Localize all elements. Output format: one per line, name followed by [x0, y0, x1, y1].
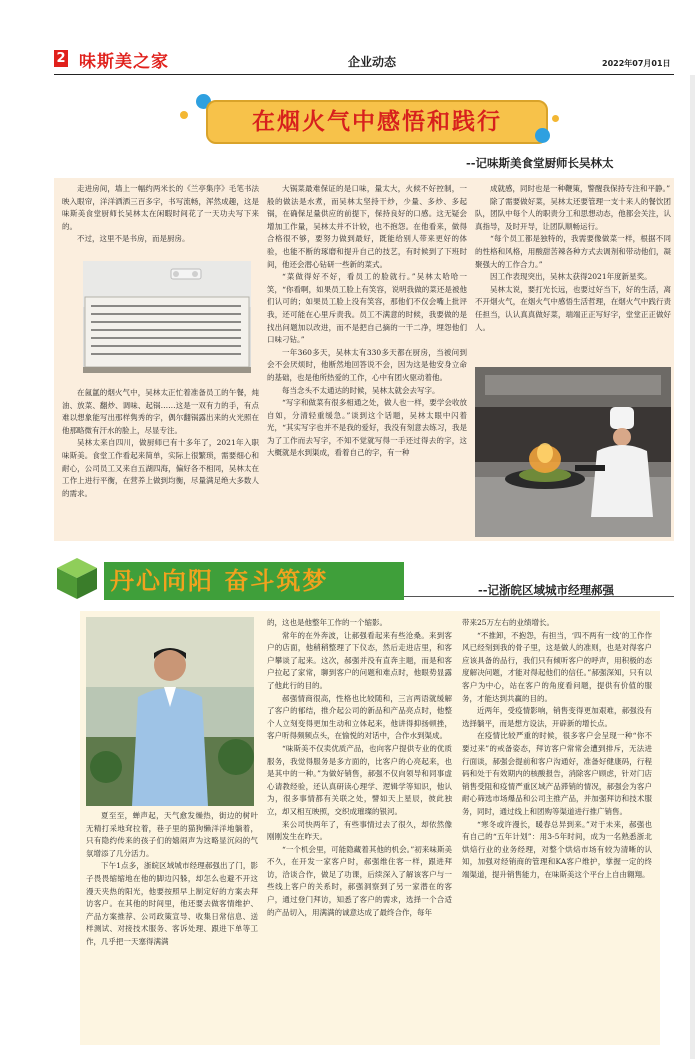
issue-date: 2022年07月01日: [602, 59, 671, 68]
page-edge-strip: [690, 75, 695, 1059]
paragraph: 来公司快两年了，有些事情过去了很久，却依然像刚刚发生在昨天。: [267, 819, 452, 842]
paragraph: 每当念头不太通达的时候，吴林太就会去写字。: [282, 385, 440, 395]
decor-dot: [535, 128, 550, 143]
article1-column-3: [475, 183, 671, 334]
article2-column-3: [462, 617, 652, 881]
paragraph: “寒冬或许漫长，暖春总异到来。”对于未来，郝强也有自己的“五年计划”：用3-5年时间，成为一名熟悉浙北烘焙行业的业务经理，对整个烘焙市场有较为清晰的认知，加强对经销商的管理和KA客户维护，掌握一定的终端渠道，提升销售能力，在味斯美这个平台上自由翱翔。: [462, 819, 652, 879]
paragraph: 郝强情商很高，性格也比较随和，三言两语就缓解了客户的郁结，推介起公司的新品和产品亮点时，他整个人立刻变得更加生动和立体起来，他讲得抑扬顿挫，客户听得频频点头，在愉悦的对话中，合作水到渠成。: [267, 693, 452, 741]
paragraph: 带来25万左右的业绩增长。: [462, 618, 555, 627]
page-number: 2: [54, 50, 68, 67]
paragraph: “味斯美不仅卖优质产品，也向客户提供专业的优质服务，我觉得服务是多方面的，比客户的心亮起来，也是其中的一种。”为做好销售，郝强不仅向领导和同事虚心请教经验，还认真研读心理学、逻辑学等知识，他认为，很多事情都有关联之处，譬如天上星辰，彼此独立，却又相互映照，交织成璀璨的银河。: [267, 743, 452, 816]
paragraph: “每个员工都是独特的，我需要像做菜一样，根据不同的性格和风格，用酸甜苦辣各种方式去调剂和带动他们，凝聚强大的工作合力。”: [475, 234, 671, 269]
article2-column-1: [86, 810, 258, 949]
paragraph: “菜做得好不好，看员工的脸就行。”吴林太哈哈一笑，“你看啊，如果员工脸上有笑容，说明我做的菜还是被他们认可的；如果员工脸上没有笑容，那他们不仅会嘴上批评我，还可能在心里斥责我。员工不满意的时候，我要做的是找出问题加以改进，而不是把自己摘的一干二净，埋怨他们口味刁钻。”: [267, 272, 467, 345]
kitchen-chef-photo: [475, 367, 671, 537]
section-title: 企业动态: [348, 55, 397, 69]
paragraph: 除了需要做好菜，吴林太还要管理一支十来人的餐饮团队，团队中每个人的职责分工和思想动态，他都会关注，认真指导，及时开导，让团队顺畅运行。: [475, 196, 671, 231]
calligraphy-photo: [83, 261, 251, 373]
article1-column-1: [62, 183, 259, 246]
article2-subtitle: --记浙皖区域城市经理郝强: [478, 583, 615, 597]
article2-column-2: [267, 617, 452, 919]
paragraph: 夏至至，蝉声起，天气愈发燥热，街边的树叶无精打采地耷拉着，巷子里的猫狗懒洋洋地躺着，只有隐约传来的孩子们的嬉闹声为这略显沉闷的气氛增添了几分活力。: [86, 811, 258, 858]
paragraph: “不推卸，不抱怨，有担当，‘四不两有一线’的工作作风已经刻到我的骨子里，这是做人的准则，也是对得客户应该具备的品行，我们只有倾听客户的呼声，用积极的态度解决问题，才能对得起他们的信任。”郝强深知，只有以客户为中心，站在客户的角度看问题，提供有价值的服务，才能达到共赢的目的。: [462, 630, 652, 703]
decor-dot: [180, 111, 188, 119]
cube-icon: [55, 556, 99, 600]
paragraph: 在氤氲的烟火气中，吴林太正忙着准备员工的午餐，炖油、放菜、翻炒、调味、起锅……这是一双有力的手，有点难以想象能写出那样隽秀的字，偶尔翻锅露出来的火光照在他那略微有汗水的脸上，尽显专注。: [62, 388, 259, 435]
article1-subtitle: --记味斯美食堂厨师长吴林太: [466, 156, 614, 170]
article2-title: 丹心向阳 奋斗筑梦: [110, 567, 329, 595]
paragraph: 吴林太说，要打光长远，也要过好当下，好的生活，离不开烟火气，在烟火气中感悟生活哲理，在烟火气中践行责任担当，认认真真做好菜，端端正正写好字，堂堂正正做好人。: [475, 284, 671, 332]
article1-column-1-bottom: [62, 387, 259, 500]
paragraph: 的，这也是他整年工作的一个缩影。: [267, 618, 387, 627]
article1-title: 在烟火气中感悟和践行: [252, 108, 502, 135]
paragraph: 走进房间，墙上一幅约两米长的《兰亭集序》毛笔书法映入眼帘，洋洋洒洒三百多字，书写流畅，浑然成趣，这是味斯美食堂厨师长吴林太在闲暇时间花了一天功夫写下来的。: [62, 184, 259, 231]
paragraph: 成就感，同时也是一种鞭策，警醒我保持专注和平静。”: [490, 184, 671, 193]
decor-dot: [552, 115, 559, 122]
paragraph: 大锅菜最难保证的是口味，量太大，火候不好控制，一般的做法是水煮，而吴林太坚持干炒，少量、多炒、多起锅，在确保足量供应的前提下，保持良好的口感。这无疑会增加工作量，吴林太并不计较，也不抱怨。在他看来，做得合格很不够，要努力做到最好，既能给别人带来更好的体验，也能不断的琢磨和提升自己的技艺，有时候到了下班时间，他还会潜心钻研一些新的菜式。: [267, 184, 467, 269]
brand-name: 味斯美之家: [79, 52, 169, 72]
paragraph: 在疫情比较严重的时候，很多客户会呈现一种“你不要过来”的戒备姿态，拜访客户常常会遭到排斥，无法进行面谈，郝强会提前和客户沟通好，准备好健康码，行程码和处于有效期内的核酸报告，消除客户顾虑，针对门店销售受阻和疫情严重区域产品滞销的情况，郝强会为客户耐心筛选市场爆品和公司主推产品，并加强拜访和技术服务，同时，通过线上和团购等渠道进行推广销售。: [462, 731, 652, 816]
paragraph: 常年的在外奔波，让郝强看起来有些沧桑。来到客户的店面，他稍稍整理了下仪态，然后走进店里，和客户攀谈了起来。这次，郝强并没有直奔主题，而是和客户拉起了家常，聊到客户的问题和难点时，他眼势显露了他此行的目的。: [267, 630, 452, 690]
header-divider: [54, 74, 674, 75]
paragraph: 吴林太来自四川，做厨师已有十多年了，2021年入职味斯美。食堂工作看起来简单，实际上很繁琐，需要细心和耐心，公司员工又来自五湖四海，偏好各不相同，吴林太在工作上进行平衡，在营养上做到均衡，尽量满足绝大多数人的需求。: [62, 438, 259, 498]
paragraph: “写字和做菜有很多相通之处，做人也一样，要学会收放自如，分清轻重缓急。”谈到这个话题，吴林太眼中闪着光，“其实写字也并不是我的爱好，我没有刻意去练习，我是为了工作而去写字，不知不觉就写得一手还过得去的字，这大概就是水到渠成，看着自己的字，有一种: [267, 398, 467, 458]
paragraph: 下午1点多，浙皖区域城市经理郝强出了门，影子畏畏缩缩地在他的脚边闪躲，却怎么也避不开这漫天夹热的阳光，他要按照早上制定好的方案去拜访客户。在其他的时间里，他还要去做客情维护、产品方案推荐、公司政策宣导、收集日常信息、送样测试、对接技术服务、客诉处理、跟进下单等工作，几乎把一天塞得满满: [86, 861, 258, 946]
paragraph: “一个机会里，可能隐藏着其他的机会。”初来味斯美不久，在开发一家客户时，郝强维住客一样，跟进拜访，洽谈合作，做足了功课，后续深入了解该客户与一些线上客户的关系时，郝强洞察到了另一家潜在的客户，通过登门拜访，知悉了客户的需求，选择一个合适的产品切入，用满满的诚意达成了最终合作，每年: [267, 844, 452, 917]
paragraph: 因工作表现突出，吴林太获得2021年度新星奖。: [490, 272, 652, 282]
article1-column-2: [267, 183, 467, 460]
paragraph: 不过，这里不是书房，而是厨房。: [77, 234, 190, 244]
manager-portrait-photo: [86, 617, 254, 806]
paragraph: 近两年，受疫情影响，销售变得更加艰难，郝强没有选择躺平，而是想方设法，开辟新的增长点。: [462, 706, 652, 728]
paragraph: 一年360多天，吴林太有330多天都在厨房，当被问到会不会厌烦时，他断然地回答说不会，因为这是他安身立命的基础，也是他所热爱的工作，心中有团火驱动着他。: [267, 347, 467, 382]
